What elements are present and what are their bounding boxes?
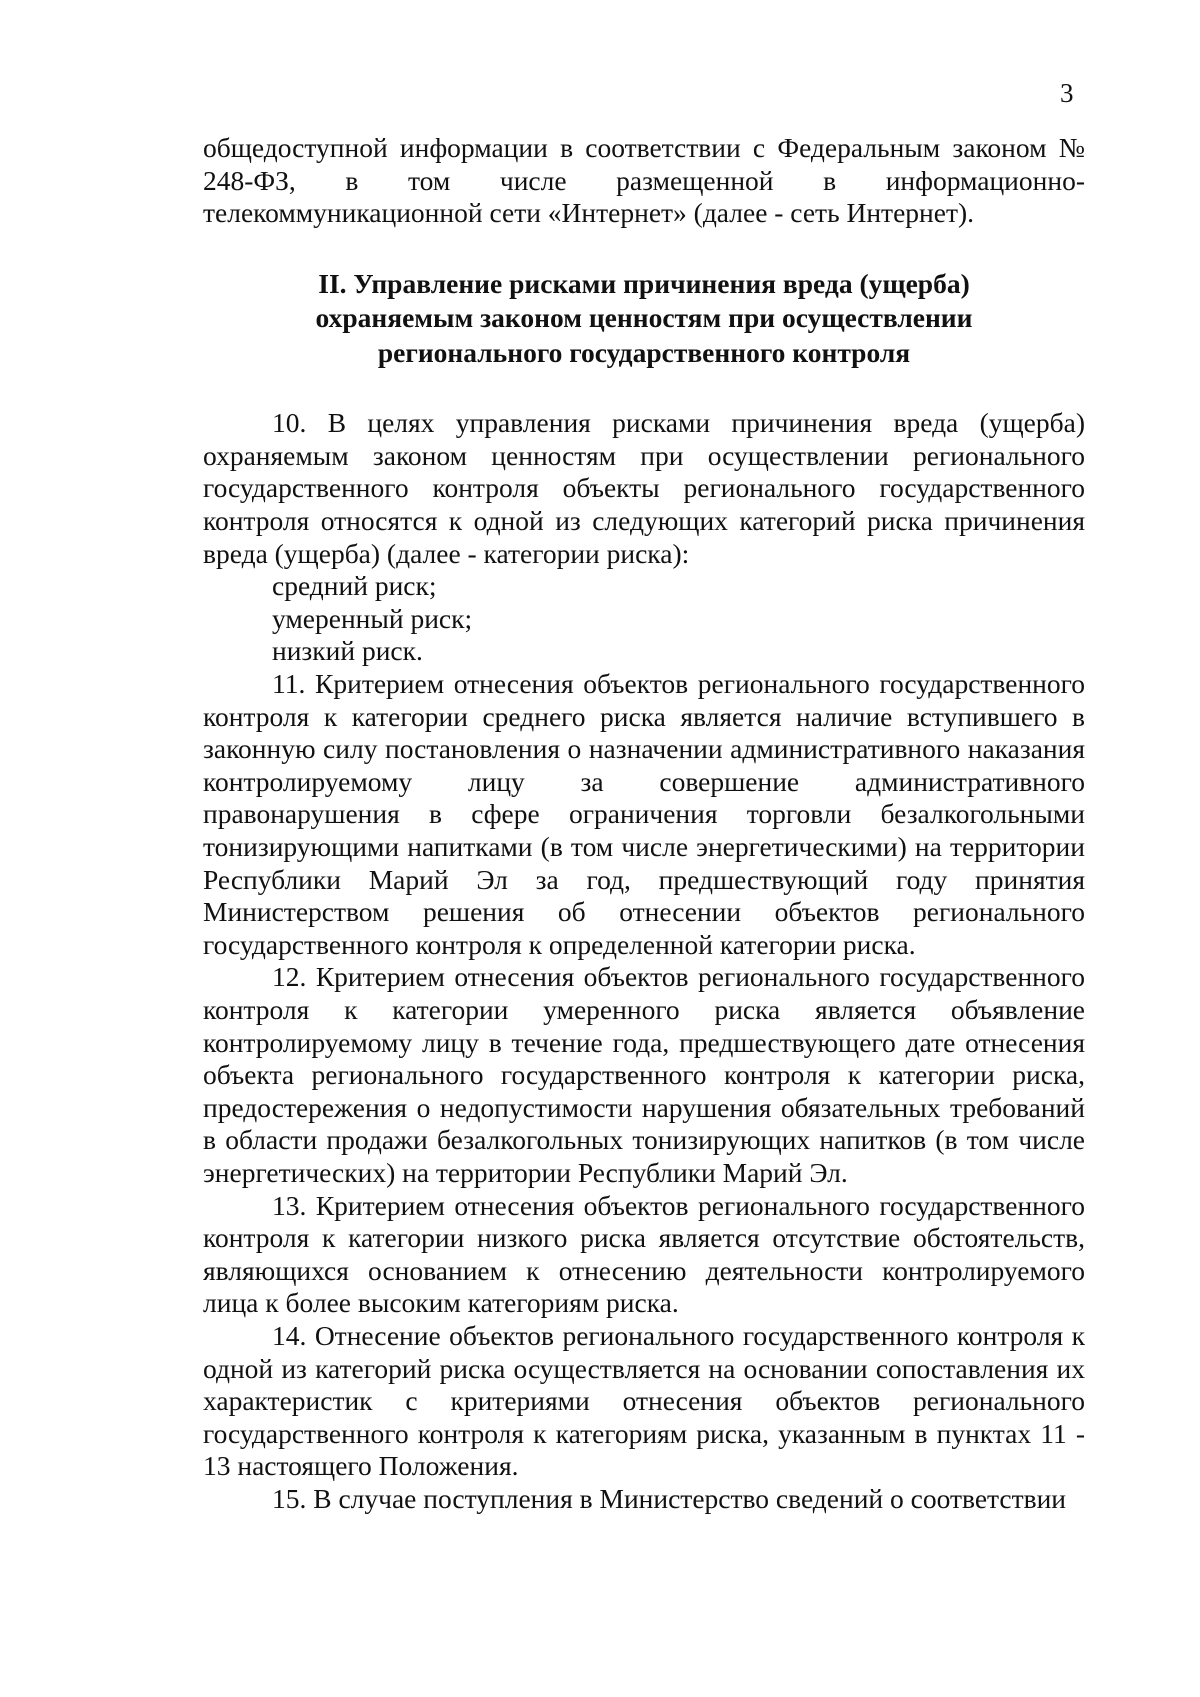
section-heading-line-3: регионального государственного контроля bbox=[377, 336, 911, 368]
risk-category-medium: средний риск; bbox=[272, 570, 437, 602]
risk-category-low: низкий риск. bbox=[272, 635, 423, 667]
risk-category-moderate: умеренный риск; bbox=[272, 602, 473, 634]
paragraph-13: 13. Критерием отнесения объектов регионального государственного контроля к категории низкого риска является отсутствие обстоятельств, являющихся основанием к отнесению деятельности контролируемого лица к более высоким категориям риска. bbox=[203, 1189, 1085, 1319]
paragraph-12: 12. Критерием отнесения объектов регионального государственного контроля к категории умеренного риска является объявление контролируемому лицу в течение года, предшествующего дате отнесения объекта регионального государственного контроля к категории риска, предостережения о недопустимости нарушения обязательных требований в области продажи безалкогольных тонизирующих напитков (в том числе энергетических) на территории Республики Марий Эл. bbox=[203, 961, 1085, 1188]
section-heading bbox=[203, 267, 1085, 371]
document-body bbox=[203, 132, 1085, 1515]
section-heading-line-2: охраняемым законом ценностям при осуществлении bbox=[315, 302, 973, 334]
page-number: 3 bbox=[1060, 78, 1074, 108]
paragraph-10: 10. В целях управления рисками причинения вреда (ущерба) охраняемым законом ценностям при осуществлении регионального государственного контроля объекты регионального государственного контроля относятся к одной из следующих категорий риска причинения вреда (ущерба) (далее - категории риска): bbox=[203, 407, 1085, 569]
section-heading-line-1: II. Управление рисками причинения вреда (ущерба) bbox=[318, 267, 970, 299]
paragraph-14: 14. Отнесение объектов регионального государственного контроля к одной из категорий риска осуществляется на основании сопоставления их характеристик с критериями отнесения объектов регионального государственного контроля к категориям риска, указанным в пунктах 11 - 13 настоящего Положения. bbox=[203, 1319, 1085, 1482]
paragraph-15: 15. В случае поступления в Министерство сведений о соответствии bbox=[272, 1482, 1067, 1514]
intro-paragraph: общедоступной информации в соответствии с Федеральным законом № 248-ФЗ, в том числе размещенной в информационно-телекоммуникационной сети «Интернет» (далее - сеть Интернет). bbox=[203, 132, 1085, 229]
paragraph-11: 11. Критерием отнесения объектов регионального государственного контроля к категории среднего риска является наличие вступившего в законную силу постановления о назначении административного наказания контролируемому лицу за совершение административного правонарушения в сфере ограничения торговли безалкогольными тонизирующими напитками (в том числе энергетическими) на территории Республики Марий Эл за год, предшествующий году принятия Министерством решения об отнесении объектов регионального государственного контроля к определенной категории риска. bbox=[203, 668, 1085, 960]
